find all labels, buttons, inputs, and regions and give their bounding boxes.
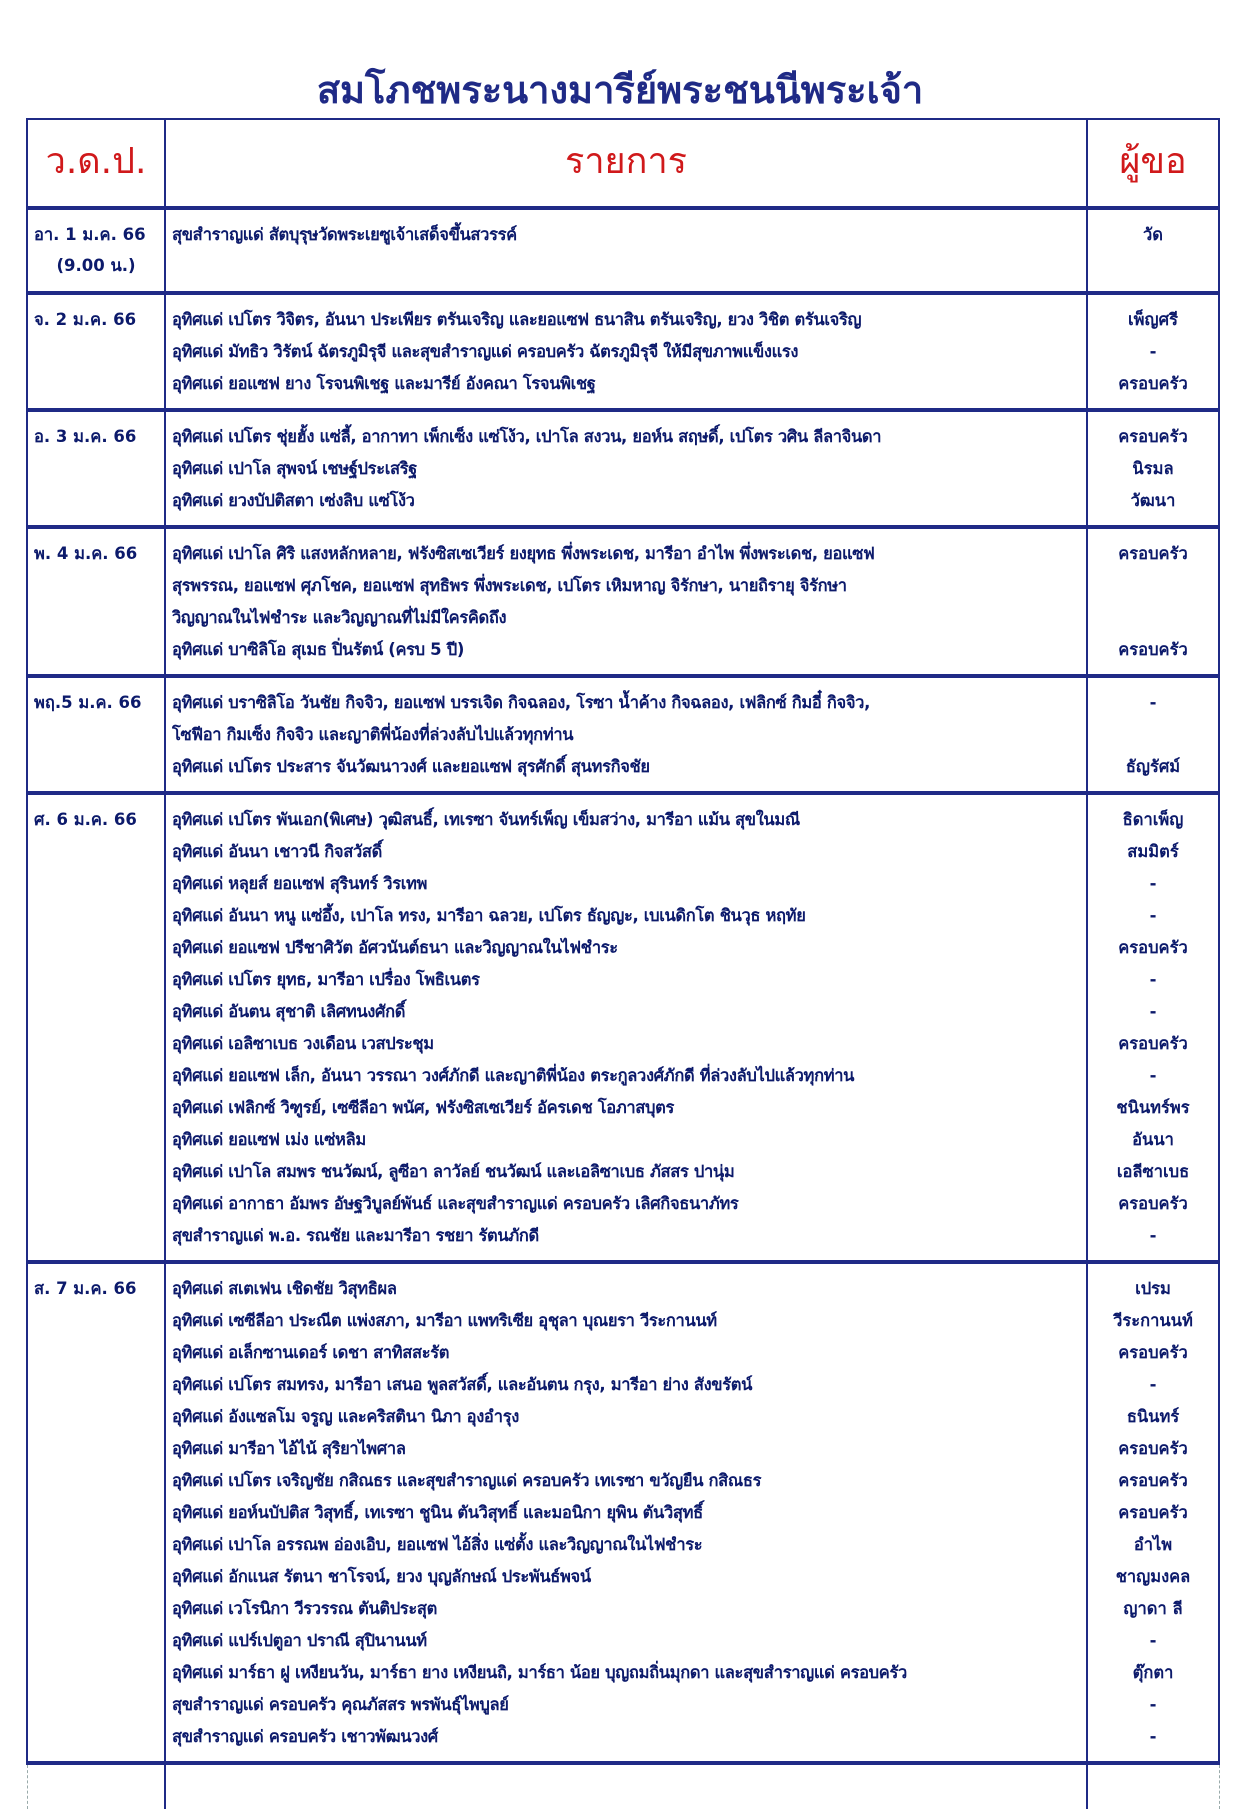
requester-cell <box>1087 410 1219 527</box>
requester-name: วัฒนา <box>1130 491 1176 510</box>
intention-line: อุทิศแด่ เปโตร พันเอก(พิเศษ) วุฒิสนธิ์, เทเรซา จันทร์เพ็ญ เข็มสว่าง, มารีอา แม้น สุขในมณี <box>172 810 800 829</box>
intention-line: อุทิศแด่ อากาธา อัมพร อัษฐวิบูลย์พันธ์ และสุขสำราญแด่ ครอบครัว เลิศกิจธนาภัทร <box>172 1194 739 1213</box>
date-text: ส. 7 ม.ค. 66 <box>34 1279 137 1298</box>
intention-line: โซฟีอา กิมเซ็ง กิจจิว และญาติพี่น้องที่ล่วงลับไปแล้วทุกท่าน <box>172 725 574 744</box>
requester-name: - <box>1149 1631 1157 1650</box>
intention-line: อุทิศแด่ ยวงบัปติสตา เซ่งลิบ แซ่โง้ว <box>172 491 415 510</box>
intention-line: อุทิศแด่ อังแซลโม จรูญ และคริสตินา นิภา อุงอำรุง <box>172 1407 519 1426</box>
intention-line: สุรพรรณ, ยอแซฟ ศุภโชค, ยอแซฟ สุทธิพร พึ่งพระเดช, เปโตร เหิมหาญ จิรักษา, นายถิรายุ จิรักษา <box>172 576 847 595</box>
intention-line: สุขสำราญแด่ ครอบครัว เชาวพัฒนวงศ์ <box>172 1727 438 1746</box>
requester-name: เปรม <box>1135 1279 1171 1298</box>
requester-name: ตุ๊กตา <box>1132 1663 1174 1682</box>
intention-line: อุทิศแด่ อันนา เชาวนี กิจสวัสดิ์ <box>172 842 382 861</box>
requester-name: นิรมล <box>1132 459 1174 478</box>
table-body <box>27 208 1219 1809</box>
requester-name: ธิดาเพ็ญ <box>1122 810 1184 829</box>
intention-line: สุขสำราญแด่ พ.อ. รณชัย และมารีอา รชยา รัตนภักดี <box>172 1226 539 1245</box>
requester-column-header: ผู้ขอ <box>1087 119 1219 208</box>
requester-name: - <box>1149 1002 1157 1021</box>
requester-name: อำไพ <box>1133 1535 1173 1554</box>
date-text: พ. 4 ม.ค. 66 <box>34 544 138 563</box>
date-cell <box>27 208 165 293</box>
intention-line <box>172 251 1080 283</box>
intention-line: อุทิศแด่ อันนา หนู แซ่อึ้ง, เปาโล ทรง, มารีอา ฉลวย, เปโตร ธัญญะ, เบเนดิกโต ชินวุธ หฤทัย <box>172 906 806 925</box>
requester-name: ครอบครัว <box>1118 544 1188 563</box>
date-text: ศ. 6 ม.ค. 66 <box>34 810 137 829</box>
requester-name <box>1090 570 1216 602</box>
table-row <box>27 527 1219 676</box>
items-column-header: รายการ <box>165 119 1087 208</box>
intention-line: อุทิศแด่ ยอแซฟ ยาง โรจนพิเชฐ และมารีย์ อังคณา โรจนพิเชฐ <box>172 374 596 393</box>
requester-name: ครอบครัว <box>1118 1503 1188 1522</box>
intention-line: อุทิศแด่ ยอแซฟ เม่ง แซ่หลิม <box>172 1130 366 1149</box>
requester-cell <box>1087 793 1219 1262</box>
requester-name: - <box>1149 906 1157 925</box>
intention-line: อุทิศแด่ แปร์เปตูอา ปราณี สุปินานนท์ <box>172 1631 427 1650</box>
intention-line: อุทิศแด่ สเตเฟน เชิดชัย วิสุทธิผล <box>172 1279 397 1298</box>
date-text: พฤ.5 ม.ค. 66 <box>34 693 142 712</box>
intention-line: อุทิศแด่ เอลิซาเบธ วงเดือน เวสประชุม <box>172 1034 434 1053</box>
intention-line: อุทิศแด่ ยอแซฟ เล็ก, อันนา วรรณา วงศ์ภักดี และญาติพี่น้อง ตระกูลวงศ์ภักดี ที่ล่วงลับไปแล้วทุกท่าน <box>172 1066 855 1085</box>
intentions-cell <box>165 410 1087 527</box>
intention-line: อุทิศแด่ เซซีลีอา ประณีต แพ่งสภา, มารีอา แพทริเซีย อุชุลา บุณยรา วีระกานนท์ <box>172 1311 717 1330</box>
intention-line: อุทิศแด่ บาซิลิโอ สุเมธ ปิ่นรัตน์ (ครบ 5 ปี) <box>172 640 465 659</box>
table-row <box>27 676 1219 793</box>
requester-name: - <box>1149 342 1157 361</box>
date-column-header: ว.ด.ป. <box>27 119 165 208</box>
intention-line: อุทิศแด่ มารีอา ไอ้ไน้ สุริยาไพศาล <box>172 1439 406 1458</box>
page-title: สมโภชพระนางมารีย์พระชนนีพระเจ้า <box>316 68 924 112</box>
date-cell <box>27 1262 165 1763</box>
intention-line: อุทิศแด่ เปโตร วิจิตร, อันนา ประเพียร ตรันเจริญ และยอแซฟ ธนาสิน ตรันเจริญ, ยวง วิชิต ตรันเจริญ <box>172 310 862 329</box>
requester-name <box>1090 602 1216 634</box>
date-text: อา. 1 ม.ค. 66 <box>34 225 146 244</box>
date-text: อ. 3 ม.ค. 66 <box>34 427 137 446</box>
intention-line: สุขสำราญแด่ ครอบครัว คุณภัสสร พรพันธุ์ไพบูลย์ <box>172 1695 509 1714</box>
intention-line: วิญญาณในไฟชำระ และวิญญาณที่ไม่มีใครคิดถึง <box>172 608 507 627</box>
intention-line: อุทิศแด่ เปโตร ชุ่ยฮั้ง แซ่ลี้, อากาทา เพ็กเซ็ง แซ่โง้ว, เปาโล สงวน, ยอห์น สฤษดิ์, เปโตร วศิน ลีลาจินดา <box>172 427 882 446</box>
date-cell <box>27 527 165 676</box>
intention-line: อุทิศแด่ เปาโล อรรณพ อ่องเอิบ, ยอแซฟ ไอ้สิ่ง แซ่ตั้ง และวิญญาณในไฟชำระ <box>172 1535 703 1554</box>
requester-name: ครอบครัว <box>1118 938 1188 957</box>
table-header-row <box>27 119 1219 208</box>
requester-name: ครอบครัว <box>1118 640 1188 659</box>
requester-name: - <box>1149 1226 1157 1245</box>
empty-cell <box>165 1763 1087 1809</box>
intentions-cell <box>165 1262 1087 1763</box>
empty-cell <box>1087 1763 1219 1809</box>
date-cell <box>27 793 165 1262</box>
intention-line: อุทิศแด่ หลุยส์ ยอแซฟ สุรินทร์ วิรเทพ <box>172 874 428 893</box>
requester-name: - <box>1149 1375 1157 1394</box>
requester-name: ครอบครัว <box>1118 1194 1188 1213</box>
table-row <box>27 293 1219 410</box>
requester-name <box>1090 251 1216 283</box>
intentions-cell <box>165 676 1087 793</box>
requester-name: เอลีซาเบธ <box>1116 1162 1190 1181</box>
requester-name: ชาญมงคล <box>1115 1567 1191 1586</box>
requester-name: สมมิตร์ <box>1127 842 1179 861</box>
requester-name: - <box>1149 1727 1157 1746</box>
requester-name: เพ็ญศรี <box>1128 310 1178 329</box>
requester-name: ครอบครัว <box>1118 1471 1188 1490</box>
requester-name: อันนา <box>1132 1130 1174 1149</box>
requester-name <box>1090 719 1216 751</box>
intentions-cell <box>165 793 1087 1262</box>
intention-line: อุทิศแด่ บราซิลิโอ วันชัย กิจจิว, ยอแซฟ บรรเจิด กิจฉลอง, โรซา น้ำค้าง กิจฉลอง, เฟลิกซ์ กิมอี๋ กิจจิว, <box>172 693 870 712</box>
intention-line: อุทิศแด่ เวโรนิกา วีรวรรณ ตันติประสุต <box>172 1599 437 1618</box>
requester-cell <box>1087 208 1219 293</box>
requester-name: - <box>1149 874 1157 893</box>
requester-name: ครอบครัว <box>1118 1343 1188 1362</box>
date-text: จ. 2 ม.ค. 66 <box>34 310 137 329</box>
requester-name: ครอบครัว <box>1118 1034 1188 1053</box>
date-cell <box>27 676 165 793</box>
intention-line: อุทิศแด่ เปโตร ยุทธ, มารีอา เปรื่อง โพธิเนตร <box>172 970 480 989</box>
empty-cell <box>27 1763 165 1809</box>
intentions-cell <box>165 527 1087 676</box>
requester-name: ธนินทร์ <box>1126 1407 1180 1426</box>
requester-name: - <box>1149 1695 1157 1714</box>
intention-line: สุขสำราญแด่ สัตบุรุษวัดพระเยซูเจ้าเสด็จขึ้นสวรรค์ <box>172 225 517 244</box>
requester-name: ธัญรัศม์ <box>1125 757 1181 776</box>
requester-cell <box>1087 1262 1219 1763</box>
requester-cell <box>1087 293 1219 410</box>
intentions-cell <box>165 208 1087 293</box>
intention-line: อุทิศแด่ เปโตร เจริญชัย กสิณธร และสุขสำราญแด่ ครอบครัว เทเรซา ขวัญยืน กสิณธร <box>172 1471 762 1490</box>
intention-line: อุทิศแด่ เปโตร ประสาร จันวัฒนาวงศ์ และยอแซฟ สุรศักดิ์ สุนทรกิจชัย <box>172 757 650 776</box>
requester-name: - <box>1149 693 1157 712</box>
table-row-empty <box>27 1763 1219 1809</box>
requester-name: ชนินทร์พร <box>1116 1098 1190 1117</box>
intention-line: อุทิศแด่ เปาโล สุพจน์ เชษฐ์ประเสริฐ <box>172 459 417 478</box>
intention-line: อุทิศแด่ อักแนส รัตนา ชาโรจน์, ยวง บุญลักษณ์ ประพันธ์พจน์ <box>172 1567 591 1586</box>
table-row <box>27 1262 1219 1763</box>
intentions-cell <box>165 293 1087 410</box>
date-cell <box>27 410 165 527</box>
requester-cell <box>1087 676 1219 793</box>
mass-intentions-table <box>26 118 1220 1809</box>
requester-name: - <box>1149 970 1157 989</box>
intention-line: อุทิศแด่ มาร์ธา ฝู เหงียนวัน, มาร์ธา ยาง เหงียนถิ, มาร์ธา น้อย บุญถมถิ่นมุกดา และสุขสำราญแด่ ครอบครัว <box>172 1663 907 1682</box>
requester-name: วีระกานนท์ <box>1113 1311 1193 1330</box>
intention-line: อุทิศแด่ ยอแซฟ ปรีชาศิวัต อัศวนันต์ธนา และวิญญาณในไฟชำระ <box>172 938 618 957</box>
requester-name: ครอบครัว <box>1118 427 1188 446</box>
requester-name: ญาดา ลี <box>1123 1599 1183 1618</box>
requester-cell <box>1087 527 1219 676</box>
intention-line: อุทิศแด่ อเล็กซานเดอร์ เดชา สาทิสสะรัต <box>172 1343 450 1362</box>
intention-line: อุทิศแด่ เปาโล สมพร ชนวัฒน์, ลูซีอา ลาวัลย์ ชนวัฒน์ และเอลิซาเบธ ภัสสร ปานุ่ม <box>172 1162 735 1181</box>
intention-line: อุทิศแด่ อันตน สุชาติ เลิศทนงศักดิ์ <box>172 1002 406 1021</box>
requester-name: - <box>1149 1066 1157 1085</box>
requester-name: วัด <box>1143 225 1163 244</box>
intention-line: อุทิศแด่ เปาโล ศิริ แสงหลักหลาย, ฟรังซิสเซเวียร์ ยงยุทธ พึ่งพระเดช, มารีอา อำไพ พึ่งพระเดช, ยอแซฟ <box>172 544 875 563</box>
table-row <box>27 410 1219 527</box>
intention-line: อุทิศแด่ เฟลิกซ์ วิฑูรย์, เซซีลีอา พนัศ, ฟรังซิสเซเวียร์ อัครเดช โอภาสบุตร <box>172 1098 675 1117</box>
intention-line: อุทิศแด่ เปโตร สมทรง, มารีอา เสนอ พูลสวัสดิ์, และอันตน กรุง, มารีอา ย่าง สังขรัตน์ <box>172 1375 753 1394</box>
table-row <box>27 208 1219 293</box>
requester-name: ครอบครัว <box>1118 374 1188 393</box>
requester-name: ครอบครัว <box>1118 1439 1188 1458</box>
date-cell <box>27 293 165 410</box>
intention-line: อุทิศแด่ ยอห์นบัปติส วิสุทธิ์, เทเรซา ชูนิน ตันวิสุทธิ์ และมอนิกา ยุพิน ตันวิสุทธิ์ <box>172 1503 703 1522</box>
time-text: (9.00 น.) <box>56 256 136 275</box>
table-row <box>27 793 1219 1262</box>
intention-line: อุทิศแด่ มัทธิว วิรัตน์ ฉัตรภูมิรุจี และสุขสำราญแด่ ครอบครัว ฉัตรภูมิรุจี ให้มีสุขภาพแข็งแรง <box>172 342 799 361</box>
